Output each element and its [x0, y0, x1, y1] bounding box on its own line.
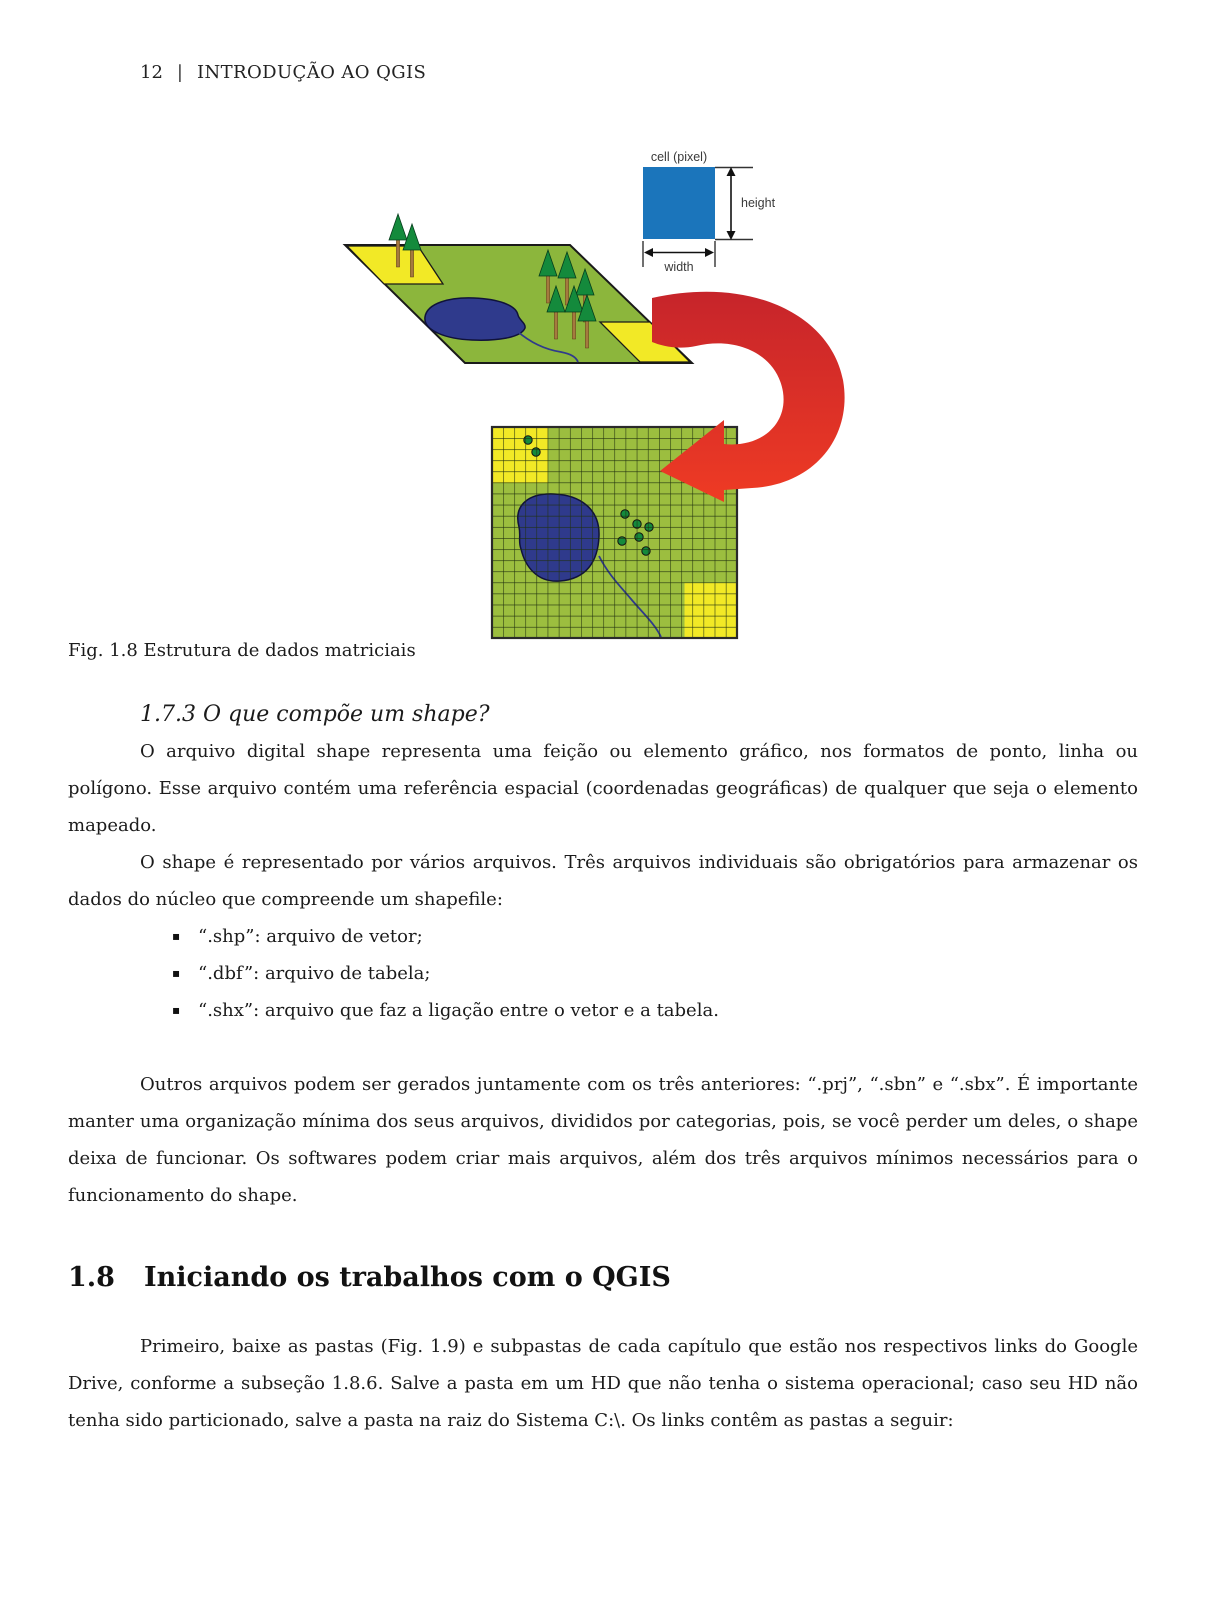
vector-map [345, 214, 692, 363]
body-text [68, 697, 1138, 1439]
bullet-square-icon: ▪ [172, 1003, 181, 1017]
figure-caption: Fig. 1.8 Estrutura de dados matriciais [68, 640, 416, 661]
page-number: 12 [140, 62, 163, 83]
height-label: height [741, 196, 776, 210]
paragraph: O shape é representado por vários arquivos. Três arquivos individuais são obrigatórios para armazenar os dados do núcleo que compreende um shapefile: [68, 852, 1138, 910]
width-label: width [664, 260, 694, 274]
paragraph: Primeiro, baixe as pastas (Fig. 1.9) e subpastas de cada capítulo que estão nos respectivos links do Google Drive, conforme a subseção 1.8.6. Salve a pasta em um HD que não tenha o sistema operacional; caso seu HD não tenha sido particionado, salve a pasta na raiz do Sistema C:\. Os links contêm as pastas a seguir: [68, 1336, 1138, 1431]
list-item-text: “.shp”: arquivo de vetor; [198, 926, 423, 947]
cell-diagram [643, 150, 776, 274]
section-heading-18 [68, 1258, 1138, 1298]
figure-raster-structure [330, 135, 860, 645]
section-title: Iniciando os trabalhos com o QGIS [144, 1262, 671, 1293]
conversion-arrow [652, 292, 845, 502]
paragraph: O arquivo digital shape representa uma feição ou elemento gráfico, nos formatos de ponto, linha ou polígono. Esse arquivo contém uma referência espacial (coordenadas geográficas) de qualquer que seja o elemento mapeado. [68, 741, 1138, 836]
list-item [68, 918, 1138, 955]
bullet-square-icon: ▪ [172, 966, 181, 980]
subsection-heading-173: 1.7.3 O que compõe um shape? [140, 702, 490, 727]
running-title: INTRODUÇÃO AO QGIS [196, 62, 427, 83]
section-number: 1.8 [68, 1262, 115, 1293]
header-divider: | [176, 62, 183, 83]
shapefile-list [68, 918, 1138, 1029]
cell-pixel-label: cell (pixel) [650, 150, 708, 164]
list-item-text: “.dbf”: arquivo de tabela; [198, 963, 431, 984]
list-item [68, 992, 1138, 1029]
list-item-text: “.shx”: arquivo que faz a ligação entre o vetor e a tabela. [198, 1000, 719, 1021]
list-item [68, 955, 1138, 992]
pixel-cell [643, 167, 715, 239]
bullet-square-icon: ▪ [172, 929, 181, 943]
running-header [140, 62, 426, 83]
paragraph: Outros arquivos podem ser gerados juntamente com os três anteriores: “.prj”, “.sbn” e “.sbx”. É importante manter uma organização mínima dos seus arquivos, divididos por categorias, pois, se você perder um deles, o shape deixa de funcionar. Os softwares podem criar mais arquivos, além dos três arquivos mínimos necessários para o funcionamento do shape. [68, 1074, 1138, 1206]
